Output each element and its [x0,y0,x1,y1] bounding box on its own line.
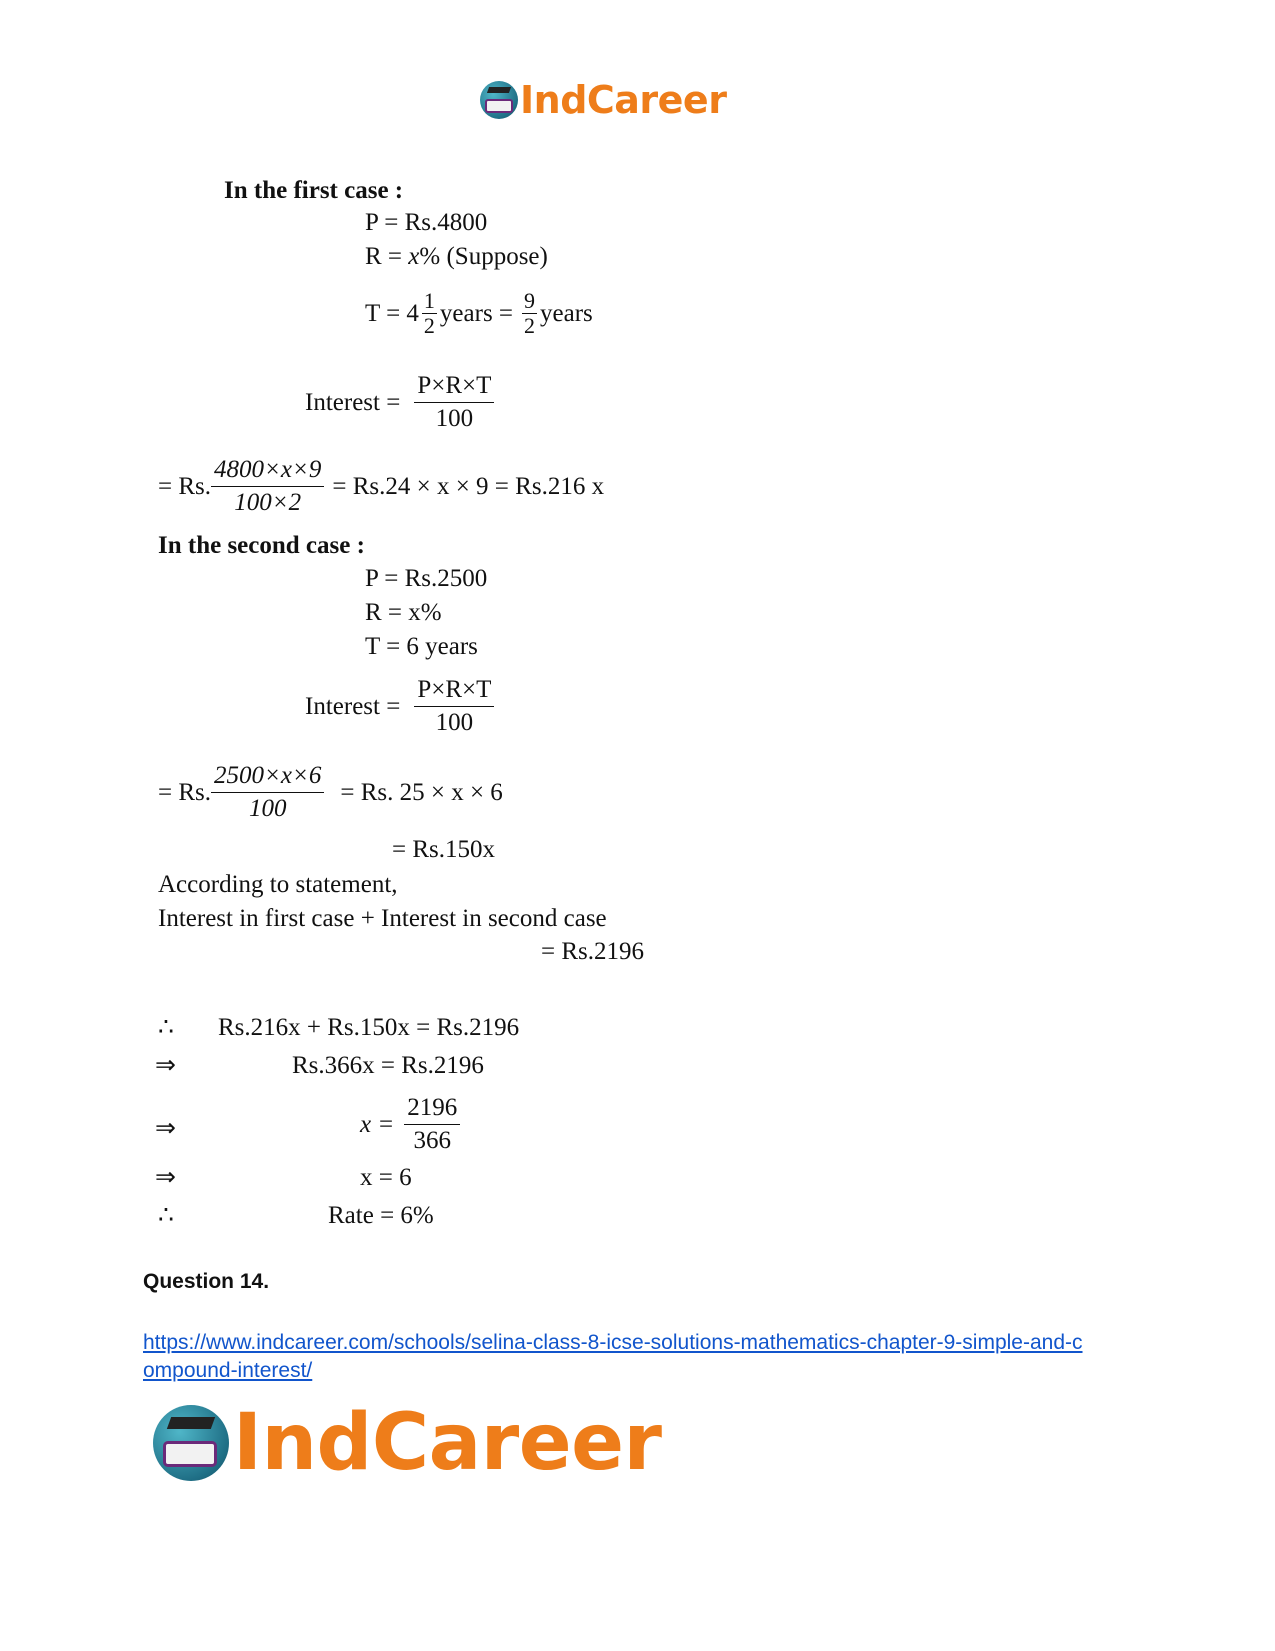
header-logo-text: IndCareer [520,78,727,122]
footer-logo-text: IndCareer [233,1398,662,1488]
implies-symbol-3: ⇒ [155,1164,176,1191]
therefore-symbol-2: ∴ [158,1202,174,1229]
statement-line-1: According to statement, [158,871,398,898]
implies-symbol-2: ⇒ [155,1115,176,1142]
case1-interest-formula: Interest = $\frac{P\times R\times T}{100}$ [305,372,494,433]
case2-heading: In the second case : [158,532,365,559]
header-logo [480,78,726,122]
graduation-cap-book-icon [480,81,518,119]
case2-interest-calc: = Rs. $\frac{2500\times x\times 6}{100}$ = Rs. 25 × x × 6 [158,762,503,822]
case2-principal: P = Rs.2500 [365,565,488,592]
equation-x-value: x = 6 [360,1164,412,1191]
case1-principal: P = Rs.4800 [365,209,488,236]
case2-interest-result: = Rs.150x [392,836,496,863]
case2-time: T = 6 years [365,633,478,660]
statement-line-3: = Rs.2196 [541,938,645,965]
footer-logo [153,1398,662,1488]
case2-interest-formula: Interest = $\frac{P\times R\times T}{100}$ [305,676,494,737]
therefore-symbol-1: ∴ [158,1014,174,1041]
question-heading: Question 14. [143,1270,270,1293]
case1-interest-calc: = Rs. $\frac{4800\times x\times 9}{100\times 2}$ = Rs.24 × x × 9 = Rs.216 x [158,456,605,516]
statement-line-2: Interest in first case + Interest in second case [158,905,607,932]
graduation-cap-book-icon [153,1405,229,1481]
equation-combined: Rs.216x + Rs.150x = Rs.2196 [218,1014,520,1041]
source-link[interactable]: https://www.indcareer.com/schools/selina-class-8-icse-solutions-mathematics-chapter-9-simple-and-compound-interest/ [143,1331,1083,1382]
case1-heading: In the first case : [224,177,404,204]
time-fraction-half: $\frac{1}{2}$ [423,288,435,338]
case2-rate: R = x% [365,599,442,626]
equation-x-fraction: x = $\frac{2196}{366}$ [360,1094,460,1155]
implies-symbol-1: ⇒ [155,1052,176,1079]
time-fraction-nine-halves: $\frac{9}{2}$ [524,288,536,338]
equation-rate: Rate = 6% [328,1202,434,1229]
case1-rate: R = x% (Suppose) [365,243,548,270]
equation-366x: Rs.366x = Rs.2196 [292,1052,484,1079]
case1-time: T = 4 $\frac{1}{2}$ years = $\frac{9}{2}$ years [365,288,593,338]
